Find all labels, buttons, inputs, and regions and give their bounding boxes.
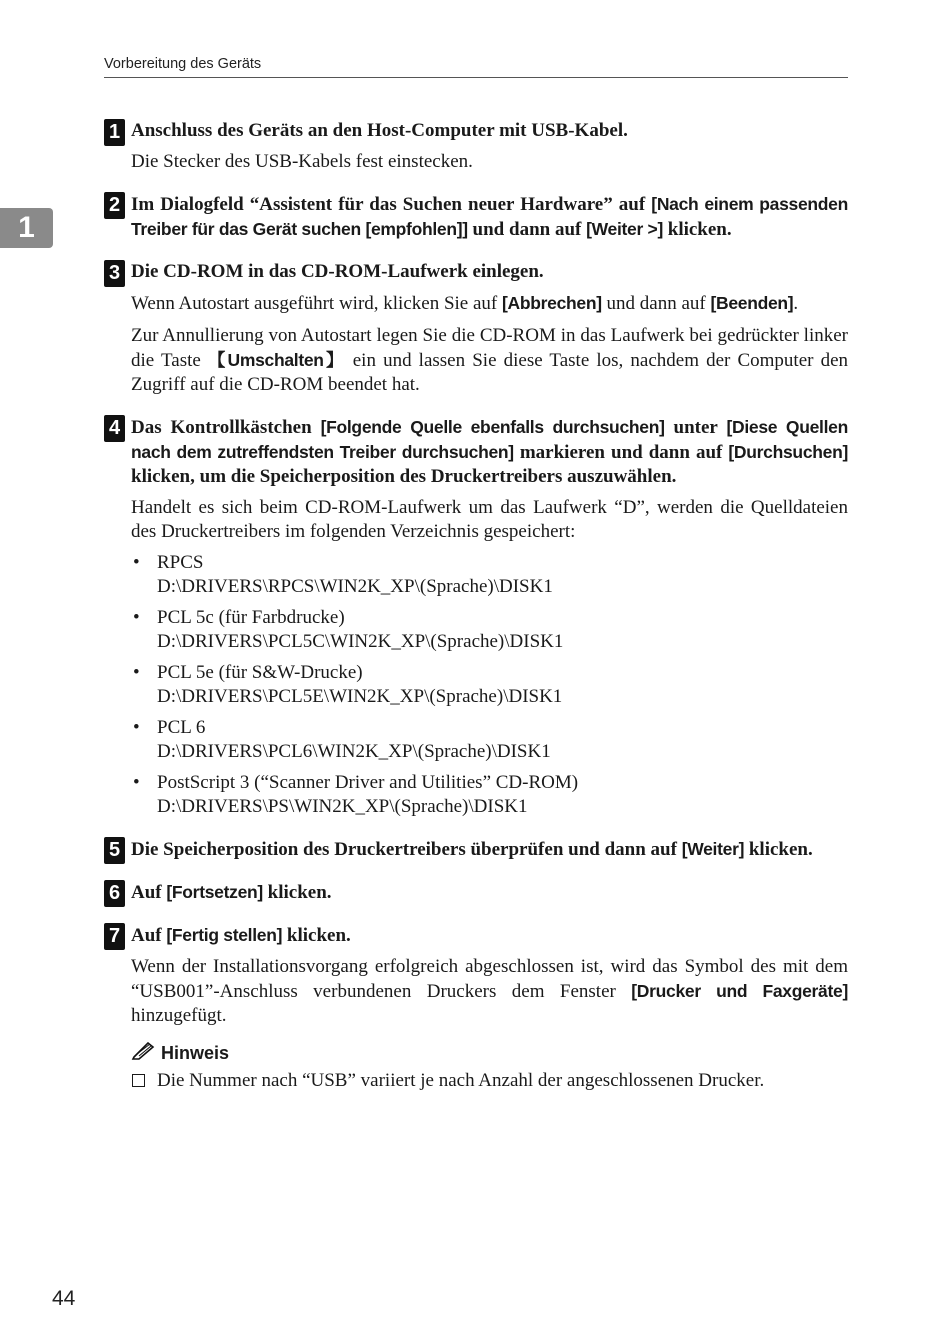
step-3-para-2-text-2: ein und lassen Sie diese Taste los, nachdem der Computer den Zugriff auf die CD-ROM beendet hat. bbox=[131, 350, 849, 395]
note-heading bbox=[131, 1042, 848, 1065]
ui-label-continue: [Fortsetzen] bbox=[166, 882, 263, 902]
note-item-text: Die Nummer nach “USB” variiert je nach Anzahl der angeschlossenen Drucker. bbox=[157, 1070, 765, 1091]
driver-path: D:\DRIVERS\PCL6\WIN2K_XP\(Sprache)\DISK1 bbox=[157, 741, 551, 762]
header-rule bbox=[104, 77, 848, 78]
step-5-text-1: Die Speicherposition des Druckertreibers überprüfen und dann auf bbox=[131, 839, 682, 860]
step-7-body-text: Wenn der Installationsvorgang erfolgreich abgeschlossen ist, wird das Symbol des mit dem “USB001”-Anschluss verbundenen Druckers dem Fenster bbox=[131, 956, 848, 1002]
list-item bbox=[131, 716, 848, 764]
ui-label-finish: [Fertig stellen] bbox=[166, 925, 283, 945]
step-3 bbox=[104, 260, 848, 397]
step-number-4: 4 bbox=[104, 415, 125, 442]
step-4-text-1: Das Kontrollkästchen bbox=[131, 417, 321, 438]
step-number-6: 6 bbox=[104, 880, 125, 907]
step-7-title bbox=[131, 923, 848, 948]
ui-label-browse: [Durchsuchen] bbox=[728, 442, 848, 462]
ui-label-printers-faxes: [Drucker und Faxgeräte] bbox=[631, 981, 848, 1001]
step-7-text-1: Auf bbox=[131, 925, 167, 946]
checkbox-icon bbox=[132, 1074, 145, 1087]
driver-path: D:\DRIVERS\PCL5E\WIN2K_XP\(Sprache)\DISK1 bbox=[157, 686, 563, 707]
step-4-title bbox=[131, 415, 848, 489]
driver-name: PCL 5e (für S&W-Drucke) bbox=[157, 662, 363, 683]
step-4 bbox=[104, 415, 848, 819]
step-3-para-2-text: Zur Annullierung von Autostart legen Sie die CD-ROM in das Laufwerk bei gedrückter linker die Taste bbox=[131, 325, 848, 371]
step-2-text-1: Im Dialogfeld “Assistent für das Suchen neuer Hardware” auf bbox=[131, 194, 652, 215]
step-2-title bbox=[131, 192, 848, 242]
step-3-para-1-text-2: und dann auf bbox=[601, 293, 711, 314]
chapter-tab: 1 bbox=[0, 208, 53, 248]
step-number-7: 7 bbox=[104, 923, 125, 950]
ui-label-exit: [Beenden] bbox=[710, 293, 794, 313]
list-item bbox=[131, 771, 848, 819]
step-number-2: 2 bbox=[104, 192, 125, 219]
key-label-shift: 【Umschalten】 bbox=[207, 350, 346, 370]
step-6 bbox=[104, 880, 848, 905]
driver-path: D:\DRIVERS\PCL5C\WIN2K_XP\(Sprache)\DISK1 bbox=[157, 631, 564, 652]
step-3-para-1-text: Wenn Autostart ausgeführt wird, klicken Sie auf bbox=[131, 293, 502, 314]
step-7-body bbox=[131, 955, 848, 1028]
list-item bbox=[131, 661, 848, 709]
step-6-title bbox=[131, 880, 848, 905]
ui-label-next: [Weiter] bbox=[681, 839, 745, 859]
note-item bbox=[131, 1069, 848, 1093]
step-1 bbox=[104, 119, 848, 174]
ui-label-search-best-driver: [Diese Quellen nach dem zutreffendsten Treiber durchsuchen] bbox=[131, 417, 848, 462]
step-5 bbox=[104, 837, 848, 862]
step-7 bbox=[104, 923, 848, 1093]
step-4-text-3: markieren und dann auf bbox=[513, 442, 729, 463]
step-5-title bbox=[131, 837, 848, 862]
ui-label-also-search-source: [Folgende Quelle ebenfalls durchsuchen] bbox=[320, 417, 665, 437]
list-item bbox=[131, 551, 848, 599]
pencil-icon bbox=[131, 1042, 155, 1065]
ui-label-next: [Weiter >] bbox=[586, 219, 663, 239]
driver-name: RPCS bbox=[157, 552, 204, 573]
step-2 bbox=[104, 192, 848, 242]
step-3-para-1-end: . bbox=[793, 293, 799, 314]
step-3-title: Die CD-ROM in das CD-ROM-Laufwerk einlegen. bbox=[131, 261, 544, 282]
driver-path-list bbox=[131, 551, 848, 819]
step-5-text-2: klicken. bbox=[744, 839, 813, 860]
step-4-text-4: klicken, um die Speicherposition des Druckertreibers auszuwählen. bbox=[131, 466, 677, 487]
driver-name: PostScript 3 (“Scanner Driver and Utilities” CD-ROM) bbox=[157, 772, 579, 793]
step-7-body-end: hinzugefügt. bbox=[131, 1005, 227, 1026]
step-7-text-2: klicken. bbox=[282, 925, 351, 946]
driver-name: PCL 6 bbox=[157, 717, 206, 738]
driver-name: PCL 5c (für Farbdrucke) bbox=[157, 607, 345, 628]
step-1-body: Die Stecker des USB-Kabels fest einstecken. bbox=[131, 151, 473, 172]
ui-label-search-driver: [Nach einem passenden Treiber für das Gerät suchen [empfohlen]] bbox=[131, 194, 849, 239]
ui-label-cancel: [Abbrechen] bbox=[502, 293, 602, 313]
running-header: Vorbereitung des Geräts bbox=[104, 56, 262, 72]
page-content bbox=[104, 115, 848, 1111]
step-4-text-2: unter bbox=[664, 417, 727, 438]
step-number-3: 3 bbox=[104, 260, 125, 287]
step-2-text-2: und dann auf bbox=[467, 219, 587, 240]
step-3-para-1 bbox=[131, 291, 848, 316]
driver-path: D:\DRIVERS\PS\WIN2K_XP\(Sprache)\DISK1 bbox=[157, 796, 528, 817]
step-2-text-3: klicken. bbox=[663, 219, 732, 240]
step-6-text-1: Auf bbox=[131, 882, 167, 903]
page-number: 44 bbox=[52, 1287, 76, 1310]
step-number-5: 5 bbox=[104, 837, 125, 864]
driver-path: D:\DRIVERS\RPCS\WIN2K_XP\(Sprache)\DISK1 bbox=[157, 576, 553, 597]
step-number-1: 1 bbox=[104, 119, 125, 146]
step-4-body: Handelt es sich beim CD-ROM-Laufwerk um das Laufwerk “D”, werden die Quelldateien des Druckertreibers im folgenden Verzeichnis gespeichert: bbox=[131, 497, 848, 542]
step-6-text-2: klicken. bbox=[262, 882, 332, 903]
list-item bbox=[131, 606, 848, 654]
step-3-para-2 bbox=[131, 324, 848, 397]
note-heading-label: Hinweis bbox=[161, 1043, 230, 1063]
step-1-title: Anschluss des Geräts an den Host-Computer mit USB-Kabel. bbox=[131, 120, 628, 141]
